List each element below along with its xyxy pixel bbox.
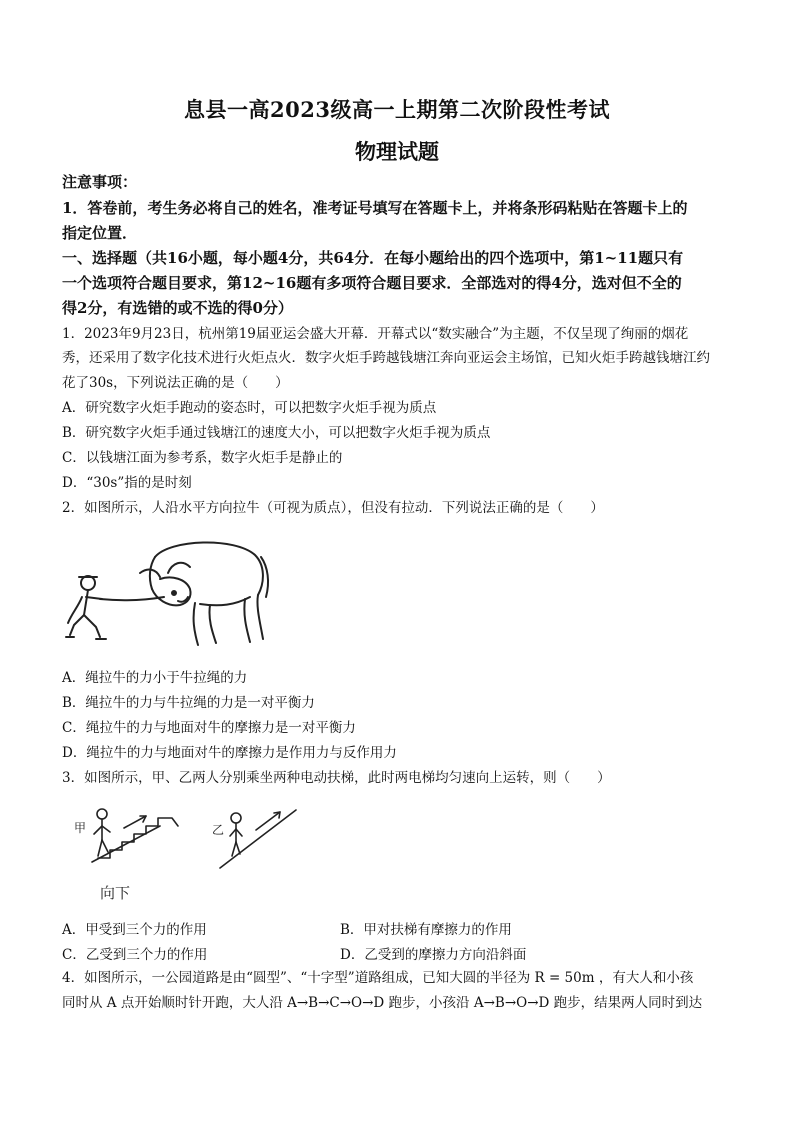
q4-stem-line-1: 4．如图所示，一公园道路是由“圆型”、“十字型”道路组成，已知大圆的半径为 R = 50m ，有大人和小孩 bbox=[62, 970, 694, 986]
q3-figure-label-jia: 甲 bbox=[74, 821, 87, 835]
q3-figure-escalators bbox=[60, 796, 340, 911]
q2-figure-man-pulling-ox bbox=[60, 527, 275, 662]
q2-option-c: C．绳拉牛的力与地面对牛的摩擦力是一对平衡力 bbox=[62, 720, 356, 736]
exam-subtitle: 物理试题 bbox=[355, 139, 439, 164]
section-1-line-2: 一个选项符合题目要求，第12~16题有多项符合题目要求．全部选对的得4分，选对但不全的 bbox=[62, 274, 682, 292]
q2-option-a: A．绳拉牛的力小于牛拉绳的力 bbox=[62, 670, 248, 686]
q1-stem-line-3: 花了30s，下列说法正确的是（ ） bbox=[62, 375, 289, 391]
q2-option-d: D．绳拉牛的力与地面对牛的摩擦力是作用力与反作用力 bbox=[62, 745, 397, 761]
q3-option-d: D．乙受到的摩擦力方向沿斜面 bbox=[340, 947, 527, 963]
section-1-line-3: 得2分，有选错的或不选的得0分） bbox=[62, 299, 293, 317]
q2-stem: 2．如图所示，人沿水平方向拉牛（可视为质点），但没有拉动．下列说法正确的是（ ） bbox=[62, 500, 604, 516]
q1-stem-line-1: 1．2023年9月23日，杭州第19届亚运会盛大开幕．开幕式以“数实融合”为主题，不仅呈现了绚丽的烟花 bbox=[62, 326, 689, 342]
q3-stem: 3．如图所示，甲、乙两人分别乘坐两种电动扶梯，此时两电梯均匀速向上运转，则（ ） bbox=[62, 770, 611, 786]
section-1-line-1: 一、选择题（共16小题，每小题4分，共64分．在每小题给出的四个选项中，第1~11题只有 bbox=[62, 249, 684, 267]
q2-option-b: B．绳拉牛的力与牛拉绳的力是一对平衡力 bbox=[62, 695, 315, 711]
q1-option-a: A．研究数字火炬手跑动的姿态时，可以把数字火炬手视为质点 bbox=[62, 400, 437, 416]
notice-item-1-line-2: 指定位置． bbox=[62, 224, 138, 242]
q3-option-b: B．甲对扶梯有摩擦力的作用 bbox=[340, 922, 512, 938]
q1-stem-line-2: 秀，还采用了数字化技术进行火炬点火．数字火炬手跨越钱塘江奔向亚运会主场馆，已知火炬手跨越钱塘江约 bbox=[62, 350, 710, 366]
q3-option-a: A．甲受到三个力的作用 bbox=[62, 922, 207, 938]
q1-option-b: B．研究数字火炬手通过钱塘江的速度大小，可以把数字火炬手视为质点 bbox=[62, 425, 491, 441]
q1-option-c: C．以钱塘江面为参考系，数字火炬手是静止的 bbox=[62, 450, 343, 466]
notice-item-1-line-1: 1．答卷前，考生务必将自己的姓名，准考证号填写在答题卡上，并将条形码粘贴在答题卡上的 bbox=[62, 199, 688, 217]
q3-figure-caption: 向下 bbox=[100, 884, 131, 902]
q1-option-d: D．“30s”指的是时刻 bbox=[62, 475, 192, 491]
q4-stem-line-2: 同时从 A 点开始顺时针开跑，大人沿 A→B→C→O→D 跑步，小孩沿 A→B→O→D 跑步，结果两人同时到达 bbox=[62, 995, 703, 1011]
q3-option-c: C．乙受到三个力的作用 bbox=[62, 947, 208, 963]
notice-heading: 注意事项： bbox=[62, 173, 138, 191]
q3-figure-label-yi: 乙 bbox=[212, 823, 225, 837]
exam-title: 息县一高2023级高一上期第二次阶段性考试 bbox=[184, 97, 610, 122]
